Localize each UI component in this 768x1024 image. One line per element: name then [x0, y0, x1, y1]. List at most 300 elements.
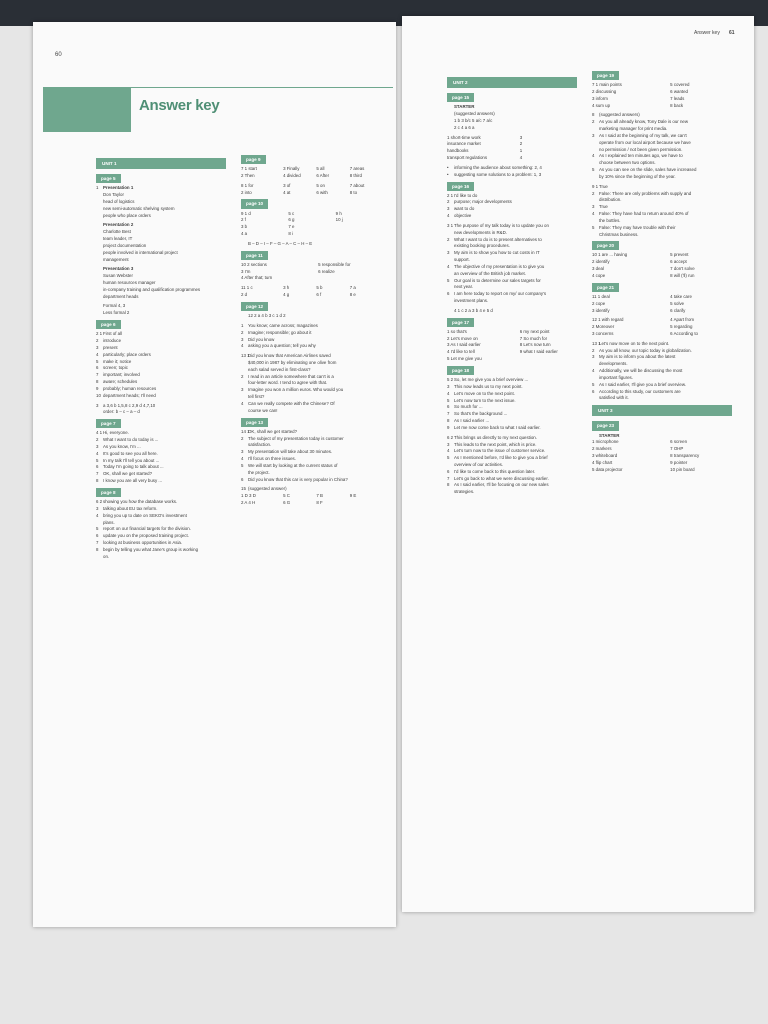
answer-line — [241, 241, 379, 248]
page-tag: page 5 — [96, 174, 121, 183]
tag-row — [592, 238, 732, 252]
answer-text: Presentation 2 — [103, 222, 134, 228]
answer-cell: 12 1 with regard — [592, 317, 624, 323]
answer-line — [447, 257, 577, 264]
item-number: 9 — [447, 424, 450, 430]
item-number — [241, 380, 248, 387]
answer-column-2 — [592, 68, 732, 473]
item-number — [447, 298, 454, 305]
item-number — [96, 236, 103, 243]
tag-row — [241, 299, 379, 313]
answer-text: next year. — [454, 284, 474, 290]
answer-text: choose between two options. — [599, 160, 656, 166]
answer-line — [592, 140, 732, 147]
item-number: 2 1 — [96, 331, 103, 337]
answer-text: As you know, I'm ... — [103, 443, 141, 449]
answer-cell: 3 I'm — [241, 268, 251, 274]
answer-line — [241, 436, 379, 443]
answer-cell: 6 g — [288, 217, 295, 223]
answer-line — [447, 118, 577, 125]
answer-line — [447, 243, 577, 250]
answer-grid — [241, 183, 379, 197]
answer-line — [592, 204, 732, 211]
item-number — [447, 125, 454, 132]
answer-cell: 6 According to — [670, 331, 698, 336]
answer-cell: 6 accept — [670, 259, 687, 265]
item-number: 4 — [241, 400, 244, 406]
answer-cell: 3 Finally — [283, 166, 300, 172]
item-number — [592, 375, 599, 382]
item-number: 8 — [96, 546, 99, 552]
answer-text: Less formal 2 — [103, 310, 130, 316]
answer-line — [447, 278, 577, 285]
answer-line — [447, 298, 577, 305]
item-number: 3 — [447, 206, 450, 212]
item-number — [592, 126, 599, 133]
tag-row — [447, 315, 577, 329]
right-page — [402, 16, 754, 912]
answer-text: Presentation 1 — [103, 185, 134, 191]
item-number — [447, 243, 454, 250]
answer-line — [592, 368, 732, 375]
answer-cell: 4 at — [283, 189, 291, 195]
answer-cell: 5 b — [316, 285, 323, 291]
item-number — [447, 308, 454, 315]
answer-line — [96, 451, 226, 458]
answer-text: Did you know that American Airlines saved — [248, 353, 331, 359]
answer-text: 12 2 a 4 b 3 c 1 d 2 — [248, 313, 286, 319]
answer-line — [96, 437, 226, 444]
answer-grid — [592, 294, 732, 314]
answer-line — [592, 153, 732, 160]
answer-line — [447, 476, 577, 483]
item-number — [447, 271, 454, 278]
answer-line — [241, 330, 379, 337]
item-number — [447, 257, 454, 264]
answer-line — [96, 338, 226, 345]
answer-cell: 2 into — [241, 189, 252, 195]
item-number — [96, 206, 103, 213]
answer-cell: 2 Then — [241, 172, 255, 178]
title-accent-bar — [43, 87, 131, 132]
tag-row — [241, 152, 379, 166]
answer-cell: 6 wanted — [670, 88, 688, 94]
answer-cell: 8 will ('ll) run — [670, 272, 695, 278]
answer-text: suggesting some solutions to a problem: 1, 3 — [454, 171, 542, 177]
answer-text: aware; schedules — [103, 379, 138, 385]
tag-row — [96, 485, 226, 499]
answer-text: marketing manager for print media. — [599, 126, 668, 132]
answer-text: As you all know, our topic today is globalization. — [599, 347, 692, 353]
answer-line — [447, 199, 577, 206]
answer-text: In my talk I'll tell you about ... — [103, 457, 160, 463]
answer-cell: 9 h — [335, 210, 342, 216]
answer-grid — [592, 439, 732, 473]
answer-cell: 7 OHP — [670, 446, 684, 452]
answer-text: project documentation — [103, 242, 147, 248]
answer-text: begin by telling you what Jane's group is working — [103, 546, 199, 552]
item-number: 3 — [96, 505, 99, 511]
answer-text: department heads — [103, 293, 139, 299]
answer-text: purpose; major developments — [454, 199, 512, 205]
tag-row — [447, 179, 577, 193]
item-number: 3 — [447, 383, 450, 389]
answer-line — [96, 409, 226, 416]
item-number: 7 — [96, 471, 99, 477]
answer-column-1 — [96, 155, 226, 560]
answer-line — [592, 160, 732, 167]
answer-line — [592, 191, 732, 198]
answer-text: As I explained ten minutes ago, we have to — [599, 153, 683, 159]
answer-grid — [241, 211, 379, 238]
answer-line — [96, 540, 226, 547]
answer-line — [96, 379, 226, 386]
answer-line — [96, 444, 226, 451]
answer-text: True — [599, 204, 608, 210]
item-number: 6 — [447, 468, 450, 474]
item-number: 7 — [447, 411, 450, 417]
item-number: 6 — [241, 476, 244, 482]
item-number — [96, 273, 103, 280]
answer-text: in-company training and qualification programmes — [103, 286, 201, 292]
answer-line — [241, 449, 379, 456]
answer-cell: 1 microphone — [592, 439, 619, 445]
answer-cell: 8 1 for — [241, 182, 254, 188]
item-number: 14 1 — [241, 428, 250, 434]
answer-cell: 1 short-time work — [447, 134, 481, 140]
answer-text: each salad served in first-class? — [248, 366, 311, 372]
answer-text: informing the audience about something: 2, 4 — [454, 164, 542, 170]
answer-line — [592, 375, 732, 382]
answer-text: (suggested answers) — [599, 112, 640, 118]
answer-text: The subject of my presentation today is customer — [248, 435, 344, 441]
answer-line — [241, 486, 379, 493]
answer-text: This now leads us to my next point. — [454, 383, 523, 389]
answer-text: plans. — [103, 519, 115, 525]
answer-cell — [520, 356, 577, 363]
answer-line — [447, 442, 577, 449]
answer-cell: 3 concerns — [592, 331, 614, 336]
answer-line — [96, 547, 226, 554]
answer-cell: 2 A 4 H — [241, 500, 256, 506]
answer-text: As I said at the beginning of my talk, we can't — [599, 132, 687, 138]
answer-cell: 2 — [519, 141, 523, 147]
item-number: 8 — [592, 112, 595, 118]
answer-text: Did you know that this car is very popular in China? — [248, 476, 348, 482]
page-tag: page 11 — [241, 251, 268, 260]
answer-cell: 5 covered — [670, 82, 690, 88]
answer-line — [241, 374, 379, 381]
answer-text: What I want to do is to present alternatives to — [454, 236, 542, 242]
answer-column-1 — [447, 74, 577, 496]
answer-line — [96, 310, 226, 317]
answer-line — [96, 331, 226, 338]
answer-line — [447, 308, 577, 315]
answer-line — [447, 125, 577, 132]
item-number — [96, 287, 103, 294]
answer-line — [447, 411, 577, 418]
answer-cell: 7 e — [288, 224, 295, 230]
answer-line — [447, 193, 577, 200]
tag-row — [592, 280, 732, 294]
answer-cell: 3 inform — [592, 95, 608, 101]
unit-heading: UNIT 2 — [447, 77, 577, 88]
answer-line — [592, 361, 732, 368]
answer-cell: 4 flip chart — [592, 459, 613, 465]
item-number: 6 — [447, 291, 450, 297]
answer-line — [447, 482, 577, 489]
answer-line — [592, 354, 732, 361]
answer-line — [241, 380, 379, 387]
unit-heading: UNIT 1 — [96, 158, 226, 169]
page-number: 60 — [55, 52, 62, 58]
answer-line — [96, 471, 226, 478]
answer-line — [447, 223, 577, 230]
answer-line — [96, 192, 226, 199]
answer-line — [241, 313, 379, 320]
answer-line — [241, 387, 379, 394]
page-tag: page 18 — [447, 366, 474, 375]
answer-text: Let's move on to the next point. — [454, 390, 515, 396]
answer-line — [592, 348, 732, 355]
left-page — [33, 22, 396, 927]
answer-line — [96, 526, 226, 533]
item-number: 4 — [592, 211, 595, 217]
item-number — [96, 257, 103, 264]
answer-line — [592, 389, 732, 396]
answer-line — [96, 206, 226, 213]
answer-line — [96, 365, 226, 372]
answer-grid — [592, 82, 732, 109]
answer-text: introduce — [103, 338, 122, 344]
answer-cell: 3 h — [283, 285, 290, 291]
answer-cell: 7 1 start — [241, 166, 257, 172]
answer-text: Christmas business. — [599, 231, 639, 237]
answer-line — [96, 430, 226, 437]
answer-grid — [241, 493, 379, 507]
item-number: 8 — [447, 418, 450, 424]
answer-line — [96, 266, 226, 273]
answer-grid — [447, 135, 577, 162]
page-tag: page 8 — [96, 488, 121, 497]
item-number — [592, 197, 599, 204]
answer-line — [592, 119, 732, 126]
answer-line — [241, 463, 379, 470]
answer-text: Let me now come back to what I said earlier. — [454, 424, 541, 430]
tag-row — [447, 90, 577, 104]
answer-text: bring you up to date on SEKO's investment — [103, 512, 187, 518]
answer-text: So that's the background ... — [454, 411, 508, 417]
answer-line — [447, 391, 577, 398]
answer-text: My aim is to inform you about the latest — [599, 354, 676, 360]
answer-cell: handbooks — [447, 148, 469, 154]
answer-text: Did you know — [248, 336, 275, 342]
answer-line — [447, 425, 577, 432]
item-number — [241, 313, 248, 320]
item-number — [447, 118, 454, 125]
title-band — [43, 87, 393, 132]
answer-line — [447, 384, 577, 391]
answer-text: the project. — [248, 469, 270, 475]
item-number — [96, 250, 103, 257]
answer-cell: 4 take care — [670, 293, 692, 299]
answer-line — [592, 133, 732, 140]
answer-text: The objective of my presentation is to give you — [454, 263, 545, 269]
item-number — [96, 213, 103, 220]
answer-text: course we can! — [248, 407, 278, 413]
item-number — [241, 241, 248, 248]
item-number — [96, 554, 103, 561]
answer-text: True — [599, 183, 608, 189]
answer-cell: 9 1 d — [241, 210, 251, 216]
answer-cell: 5 c — [288, 210, 295, 216]
item-number — [241, 367, 248, 374]
answer-grid — [241, 285, 379, 299]
unit-heading: UNIT 3 — [592, 405, 732, 416]
answer-text: As you can see on the slide, sales have increased — [599, 167, 697, 173]
item-number — [592, 433, 599, 440]
answer-cell: 1 so that's — [447, 328, 467, 334]
tag-row — [96, 158, 226, 169]
answer-cell: 8 to — [349, 189, 358, 195]
tag-row — [96, 171, 226, 185]
item-number: 8 — [447, 482, 450, 488]
answer-cell: 7 a — [349, 285, 356, 291]
item-number: 2 — [447, 236, 450, 242]
answer-line — [96, 257, 226, 264]
item-number — [96, 266, 103, 273]
answer-text: As I said earlier ... — [454, 418, 490, 424]
answer-text: management — [103, 256, 129, 262]
item-number: 15 — [241, 486, 246, 492]
item-number: 5 — [96, 526, 99, 532]
answer-text: You know; came across; magazines — [248, 322, 318, 328]
item-number — [96, 229, 103, 236]
answer-cell: 4 I'd like to tell — [447, 349, 475, 355]
item-number: 8 — [96, 478, 99, 484]
item-number: 4 — [241, 343, 244, 349]
answer-cell: 6 screen — [670, 439, 688, 445]
page-tag: page 20 — [592, 241, 619, 250]
answer-line — [592, 341, 732, 348]
answer-text: I'd like to do — [454, 192, 478, 198]
item-number — [96, 294, 103, 301]
answer-text: As you all already know, Tony Dale is our new — [599, 119, 688, 125]
item-number — [241, 394, 248, 401]
answer-text: by 10% since the beginning of the year. — [599, 173, 676, 179]
answer-text: new semi-automatic shelving system — [103, 205, 175, 211]
answer-cell: 8 F — [316, 500, 323, 506]
answer-text: We will start by looking at the current status of — [248, 462, 338, 468]
item-number — [241, 360, 248, 367]
answer-text: I know you are all very busy ... — [103, 478, 163, 484]
answer-line — [96, 520, 226, 527]
answer-cell: 5 Let me give you — [447, 356, 482, 362]
answer-text: human resources manager — [103, 279, 156, 285]
answer-cell: 7 leads — [670, 95, 685, 101]
answer-text: the bottles. — [599, 217, 621, 223]
item-number — [447, 104, 454, 111]
page-tag: page 7 — [96, 419, 121, 428]
answer-cell: 4 Apart from — [670, 317, 695, 323]
answer-cell: 7 B — [316, 493, 323, 499]
answer-cell: 3 As I said earlier — [447, 342, 481, 348]
answer-text: Imagine; responsible; go about it — [248, 329, 312, 335]
answer-text: an overview of the British job market. — [454, 270, 526, 276]
answer-text: present — [103, 344, 118, 350]
answer-text: investment plans. — [454, 298, 489, 304]
item-number — [96, 199, 103, 206]
answer-text: False: They may have trouble with their — [599, 224, 676, 230]
answer-text: Susan Webster — [103, 273, 133, 279]
page-tag: page 16 — [447, 182, 474, 191]
answer-line — [96, 352, 226, 359]
answer-text: people who place orders — [103, 212, 151, 218]
answer-line — [592, 112, 732, 119]
answer-cell: 5 data projector — [592, 466, 623, 472]
answer-cell: 6 f — [316, 292, 322, 298]
answer-text: Imagine you won a million euros. Who would you — [248, 387, 344, 393]
answer-text: Additionally, we will be discussing the most — [599, 368, 683, 374]
answer-text: It's good to see you all here. — [103, 450, 158, 456]
answer-cell: 8 transparency — [670, 452, 700, 458]
answer-text: developments. — [599, 361, 628, 367]
item-number: 5 — [96, 358, 99, 364]
item-number — [96, 243, 103, 250]
answer-text: Our goal is to determine our sales targets for — [454, 277, 541, 283]
item-number: 6 2 — [96, 499, 103, 505]
page-tag: page 10 — [241, 199, 268, 208]
tag-row — [96, 416, 226, 430]
answer-text: False: There are only problems with supply and — [599, 190, 692, 196]
answer-cell: 6 After — [316, 172, 330, 178]
item-number: 3 — [96, 402, 99, 408]
item-number: 2 — [241, 435, 244, 441]
answer-line — [592, 382, 732, 389]
item-number: 5 2 — [447, 377, 454, 383]
answer-text: Hi, everyone. — [103, 430, 129, 436]
answer-cell: 3 whiteboard — [592, 452, 618, 458]
answer-line — [96, 513, 226, 520]
item-number: 4 — [447, 263, 450, 269]
answer-line — [447, 230, 577, 237]
answer-cell: 5 regarding — [670, 324, 693, 330]
item-number: 9 1 — [592, 183, 599, 189]
answer-cell: 5 C — [283, 493, 290, 499]
answer-line — [96, 478, 226, 485]
answer-grid — [447, 329, 577, 363]
answer-grid — [241, 166, 379, 180]
answer-cell: 5 responsible for — [318, 261, 351, 267]
answer-cell: 2 cope — [592, 300, 606, 306]
item-number — [447, 489, 454, 496]
answer-cell: 9 E — [349, 493, 357, 499]
answer-cell: 8 e — [349, 292, 356, 298]
page-tag: page 9 — [241, 155, 266, 164]
item-number: 4 — [592, 153, 595, 159]
answer-text: department heads; I'll need — [103, 392, 156, 398]
answer-line — [241, 360, 379, 367]
answer-text: Don Taylor — [103, 192, 124, 198]
answer-cell: 8 back — [670, 102, 684, 108]
answer-line — [241, 442, 379, 449]
item-number — [241, 442, 248, 449]
item-number: 7 — [96, 539, 99, 545]
answer-line — [447, 455, 577, 462]
answer-text: satisfaction. — [248, 442, 272, 448]
answer-line — [96, 250, 226, 257]
answer-cell: 7 areas — [349, 166, 365, 172]
